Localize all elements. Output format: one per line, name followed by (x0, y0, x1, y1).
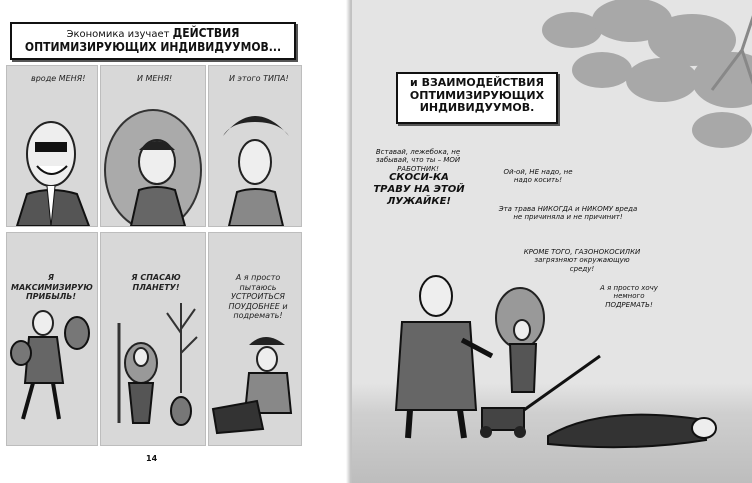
left-page (0, 0, 352, 483)
activist-illustration (101, 66, 205, 226)
panel4-speech: Я МАКСИМИЗИРУЮ ПРИБЫЛЬ! (11, 273, 93, 302)
panel5-speech: Я СПАСАЮ ПЛАНЕТУ! (131, 273, 181, 292)
comic-panel-5 (100, 232, 206, 446)
running-businessman-illustration (7, 233, 97, 445)
sleeper-speech: А я просто хочу немного ПОДРЕМАТЬ! (600, 284, 658, 309)
caption-box-right: и ВЗАИМОДЕЙСТВИЯ ОПТИМИЗИРУЮЩИХ ИНДИВИДУУМОВ. (396, 72, 558, 124)
comic-panel-4 (6, 232, 98, 446)
comic-panel-3 (208, 65, 302, 227)
planting-illustration (101, 233, 205, 445)
comic-panel-6 (208, 232, 302, 446)
caption-bold: ДЕЙСТВИЯ ОПТИМИЗИРУЮЩИХ ИНДИВИДУУМОВ... (24, 26, 282, 54)
activist-speech-3: КРОМЕ ТОГО, ГАЗОНОКОСИЛКИ загрязняют окружающую среду! (523, 248, 641, 273)
businessman-illustration (7, 66, 97, 226)
lawn-scene-illustration (352, 0, 752, 483)
right-page (352, 0, 752, 483)
comic-panel-1 (6, 65, 98, 227)
panel1-speech: вроде МЕНЯ! (31, 74, 86, 83)
panel3-speech: И этого ТИПА! (229, 74, 289, 83)
caption-lead: Экономика изучает (66, 29, 170, 40)
boss-speech-1: Вставай, лежебока, не забывай, что ты – МОЙ РАБОТНИК! (375, 148, 461, 173)
boss-speech-2: СКОСИ-КА ТРАВУ НА ЭТОЙ ЛУЖАЙКЕ! (373, 172, 465, 207)
activist-speech-1: Ой-ой, НЕ надо, не надо косить! (503, 168, 573, 185)
activist-speech-2: Эта трава НИКОГДА и НИКОМУ вреда не причиняла и не причинит! (498, 205, 638, 222)
panel2-speech: И МЕНЯ! (137, 74, 173, 83)
resting-illustration (209, 233, 301, 445)
sleeper-illustration (209, 66, 301, 226)
panel6-speech: А я просто пытаюсь УСТРОИТЬСЯ ПОУДОБНЕЕ и подремать! (228, 273, 288, 321)
comic-panel-2 (100, 65, 206, 227)
caption-box-left (10, 22, 296, 60)
page-number: 14 (146, 454, 158, 463)
